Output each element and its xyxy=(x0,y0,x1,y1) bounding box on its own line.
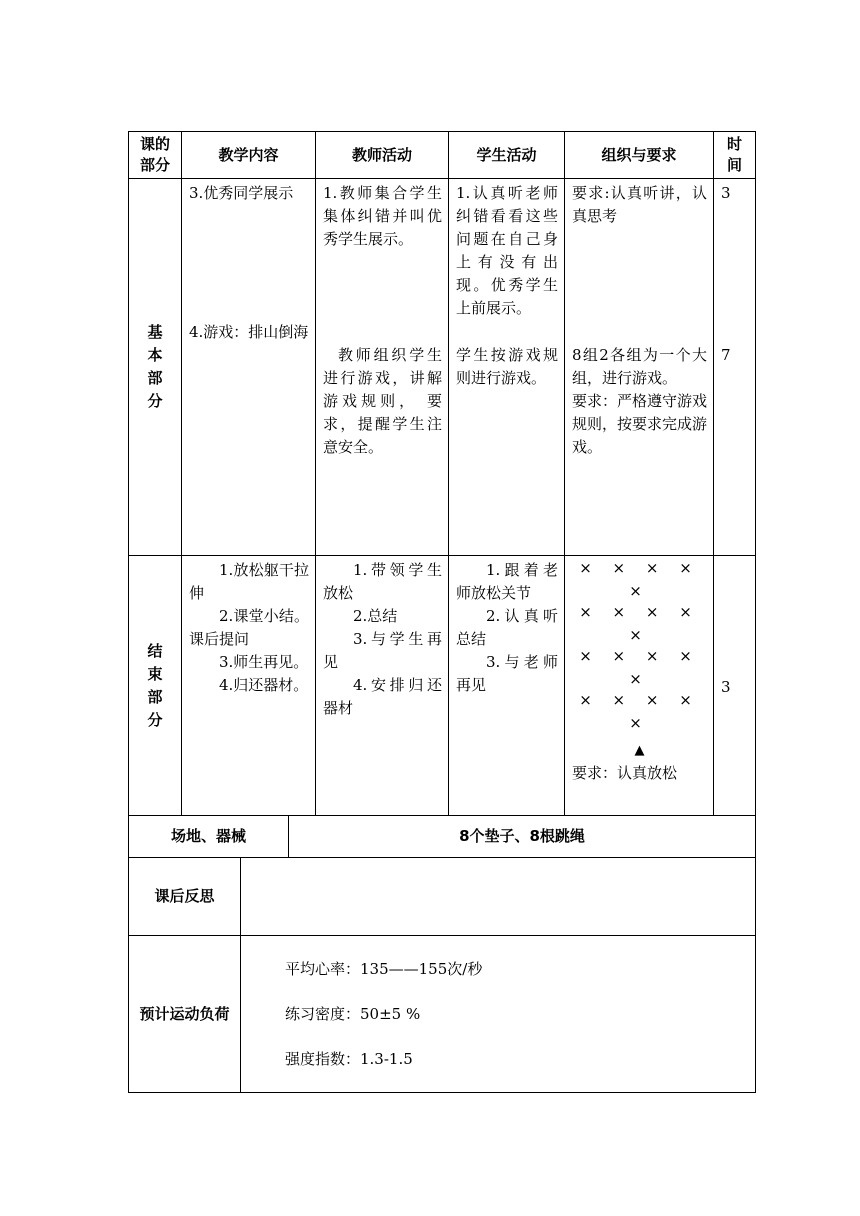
ending-student-1: 1.跟着老师放松关节 xyxy=(456,561,558,602)
basic-teacher-cell xyxy=(316,179,449,556)
basic-time-cell xyxy=(714,179,756,556)
basic-content-cell xyxy=(182,179,316,556)
ending-teacher-2: 2.总结 xyxy=(353,607,398,625)
teacher-position-icon: ▲ xyxy=(634,743,645,758)
ending-content-cell xyxy=(182,556,316,816)
basic-content-1: 3.优秀同学展示 xyxy=(189,184,294,202)
venue-label: 场地、器械 xyxy=(129,816,289,858)
basic-org-2: 8组2各组为一个大组，进行游戏。 xyxy=(572,346,707,387)
ending-teacher-1: 1.带领学生放松 xyxy=(323,561,442,602)
reflection-row xyxy=(129,858,756,936)
basic-teacher-1: 1.教师集合学生集体纠错并叫优秀学生展示。 xyxy=(323,184,442,248)
ending-teacher-cell xyxy=(316,556,449,816)
lesson-plan-table xyxy=(128,131,755,1093)
ending-student-2: 2.认真听总结 xyxy=(456,607,558,648)
header-time: 时间 xyxy=(714,132,756,179)
exercise-density: 练习密度：50±5 % xyxy=(285,1004,421,1023)
venue-row xyxy=(129,816,756,858)
basic-content-2: 4.游戏：排山倒海 xyxy=(189,323,309,341)
header-student: 学生活动 xyxy=(449,132,565,179)
header-teacher: 教师活动 xyxy=(316,132,449,179)
main-table xyxy=(128,131,756,816)
ending-student-cell xyxy=(449,556,565,816)
basic-teacher-2: 教师组织学生进行游戏，讲解游戏规则， 要求，提醒学生注意安全。 xyxy=(323,346,442,456)
venue-value: 8个垫子、8根跳绳 xyxy=(289,816,756,858)
basic-org-3: 要求：严格遵守游戏规则，按要求完成游戏。 xyxy=(572,392,708,456)
ending-teacher-4: 4.安排归还器材 xyxy=(323,676,442,717)
basic-row xyxy=(129,179,756,556)
ending-org-requirement: 要求：认真放松 xyxy=(572,764,678,782)
basic-org-cell xyxy=(565,179,714,556)
ending-section-label: 结束部分 xyxy=(129,556,182,816)
header-content: 教学内容 xyxy=(182,132,316,179)
basic-section-label: 基本部分 xyxy=(129,179,182,556)
header-row xyxy=(129,132,756,179)
ending-time: 3 xyxy=(721,677,731,696)
reflection-label: 课后反思 xyxy=(129,858,241,936)
formation-row-2: × × × × × xyxy=(579,603,700,644)
intensity-index: 强度指数：1.3-1.5 xyxy=(285,1049,413,1068)
load-row xyxy=(129,936,756,1093)
bottom-table xyxy=(128,857,756,1093)
basic-student-2: 学生按游戏规则进行游戏。 xyxy=(456,346,558,387)
basic-student-cell xyxy=(449,179,565,556)
ending-student-3: 3.与老师再见 xyxy=(456,653,558,694)
ending-row xyxy=(129,556,756,816)
basic-time-1: 3 xyxy=(721,184,731,202)
ending-time-cell xyxy=(714,556,756,816)
heart-rate: 平均心率：135——155次/秒 xyxy=(285,959,483,978)
ending-org-cell xyxy=(565,556,714,816)
load-cell xyxy=(241,936,756,1093)
basic-org-1: 要求:认真听讲，认真思考 xyxy=(572,184,707,225)
formation-row-4: × × × × × xyxy=(579,691,700,732)
ending-content-3: 3.师生再见。 xyxy=(219,653,309,671)
formation-row-1: × × × × × xyxy=(579,559,700,600)
basic-time-2: 7 xyxy=(721,346,731,364)
venue-table xyxy=(128,815,756,858)
basic-student-1: 1.认真听老师纠错看看这些问题在自己身上有没有出现。优秀学生上前展示。 xyxy=(456,184,558,317)
header-org: 组织与要求 xyxy=(565,132,714,179)
header-section: 课的部分 xyxy=(129,132,182,179)
load-label: 预计运动负荷 xyxy=(129,936,241,1093)
ending-content-1: 1.放松躯干拉伸 xyxy=(189,561,309,602)
formation-row-3: × × × × × xyxy=(579,647,700,688)
ending-teacher-3: 3.与学生再见 xyxy=(323,630,442,671)
ending-content-2: 2.课堂小结。课后提问 xyxy=(189,607,309,648)
ending-content-4: 4.归还器材。 xyxy=(219,676,309,694)
reflection-value xyxy=(241,858,756,936)
